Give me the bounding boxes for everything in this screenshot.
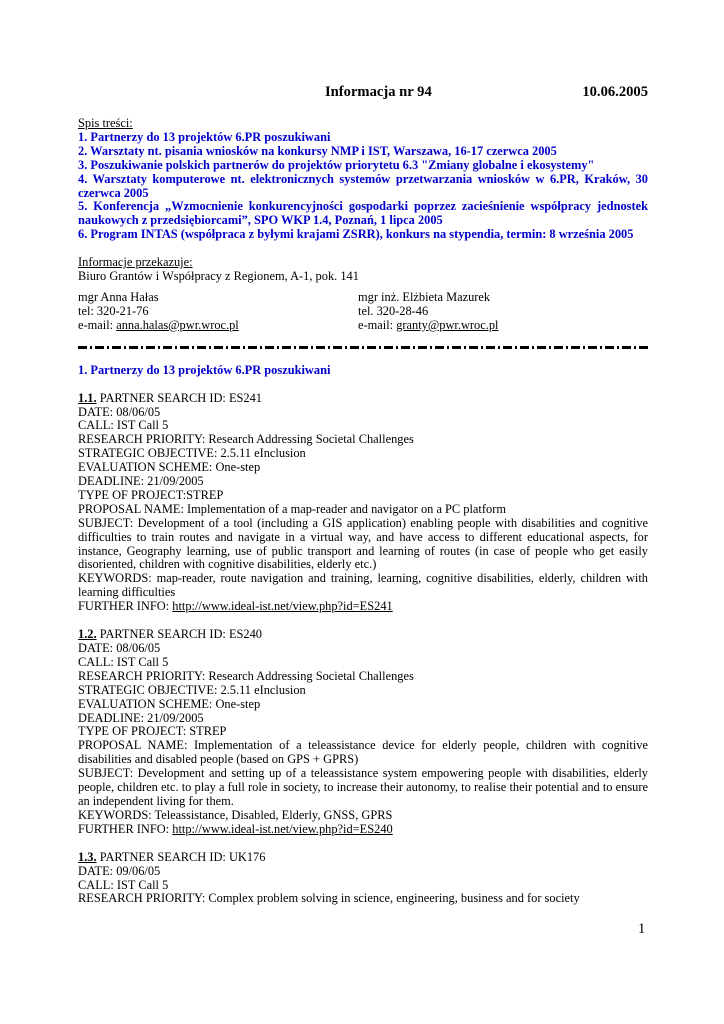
document-header xyxy=(78,86,648,106)
document-date: 10.06.2005 xyxy=(582,84,648,100)
further-info-line: FURTHER INFO: http://www.ideal-ist.net/view.php?id=ES241 xyxy=(78,599,393,614)
email-link[interactable]: granty@pwr.wroc.pl xyxy=(396,317,499,332)
toc-item-5[interactable]: 5. Konferencja „Wzmocnienie konkurencyjności gospodarki poprzez zacieśnienie współpracy jednostek naukowych z przedsiębiorcami”, SPO WKP 1.4, Poznań, 1 lipca 2005 xyxy=(78,199,648,228)
entry-line: DATE: 09/06/05 xyxy=(78,863,161,878)
table-of-contents xyxy=(78,117,648,242)
further-info-link[interactable]: http://www.ideal-ist.net/view.php?id=ES240 xyxy=(172,821,393,836)
contact-2 xyxy=(358,291,638,333)
office-address: Biuro Grantów i Współpracy z Regionem, A-1, pok. 141 xyxy=(78,269,359,284)
entry-line: EVALUATION SCHEME: One-step xyxy=(78,460,261,475)
entry-id-line: 1.1. PARTNER SEARCH ID: ES241 xyxy=(78,390,263,405)
entry-number: 1.2. xyxy=(78,627,97,642)
toc-item-2[interactable]: 2. Warsztaty nt. pisania wniosków na konkursy NMP i IST, Warszawa, 16-17 czerwca 2005 xyxy=(78,143,557,158)
partner-search-entry xyxy=(78,851,648,907)
entry-line: TYPE OF PROJECT: STREP xyxy=(78,724,227,739)
toc-item-6[interactable]: 6. Program INTAS (współpraca z byłymi krajami ZSRR), konkurs na stypendia, termin: 8 września 2005 xyxy=(78,227,634,242)
document-title: Informacja nr 94 xyxy=(325,84,432,100)
partner-search-entry xyxy=(78,392,648,615)
entry-line: STRATEGIC OBJECTIVE: 2.5.11 eInclusion xyxy=(78,682,306,697)
entry-line: KEYWORDS: map-reader, route navigation and training, learning, cognitive disabilities, elderly, children with learning difficulties xyxy=(78,571,648,600)
contact-name: mgr inż. Elżbieta Mazurek xyxy=(358,289,491,304)
contact-tel: tel. 320-28-46 xyxy=(358,303,429,318)
email-link[interactable]: anna.halas@pwr.wroc.pl xyxy=(116,317,239,332)
entry-line: RESEARCH PRIORITY: Research Addressing Societal Challenges xyxy=(78,432,414,447)
document-page xyxy=(78,86,648,906)
entry-id-line: 1.2. PARTNER SEARCH ID: ES240 xyxy=(78,627,263,642)
section-title: 1. Partnerzy do 13 projektów 6.PR poszukiwani xyxy=(78,362,331,377)
entry-line: SUBJECT: Development and setting up of a teleassistance system empowering people with disabilities, elderly people, children etc. to play a full role in society, to increase their autonomy, to realise their potential and to ensure an independent living for them. xyxy=(78,766,648,808)
contacts-row xyxy=(78,291,648,333)
entry-line: RESEARCH PRIORITY: Research Addressing Societal Challenges xyxy=(78,668,414,683)
further-info-line: FURTHER INFO: http://www.ideal-ist.net/view.php?id=ES240 xyxy=(78,821,393,836)
toc-item-3[interactable]: 3. Poszukiwanie polskich partnerów do projektów priorytetu 6.3 "Zmiany globalne i ekosystemy" xyxy=(78,157,595,172)
entry-line: SUBJECT: Development of a tool (including a GIS application) enabling people with disabilities and cognitive difficulties to train routes and navigate in a virtual way, and have access to different educational aspects, for instance, Geography learning, use of public transport and learning of routes (in case of people who get easily disoriented, children with cognitive disabilities, elderly etc.) xyxy=(78,515,648,572)
toc-item-4[interactable]: 4. Warsztaty komputerowe nt. elektronicznych systemów przetwarzania wniosków w 6.PR, Kraków, 30 czerwca 2005 xyxy=(78,171,648,200)
contact-tel: tel: 320-21-76 xyxy=(78,303,149,318)
entry-number: 1.3. xyxy=(78,849,97,864)
contact-email-line: e-mail: anna.halas@pwr.wroc.pl xyxy=(78,317,239,332)
contact-1 xyxy=(78,291,358,333)
page-number: 1 xyxy=(638,921,646,937)
entry-line: DEADLINE: 21/09/2005 xyxy=(78,710,204,725)
entry-line: RESEARCH PRIORITY: Complex problem solving in science, engineering, business and for society xyxy=(78,891,580,906)
contact-info xyxy=(78,256,648,333)
partner-search-entry xyxy=(78,628,648,837)
toc-item-1[interactable]: 1. Partnerzy do 13 projektów 6.PR poszukiwani xyxy=(78,129,331,144)
entry-line: DATE: 08/06/05 xyxy=(78,404,161,419)
entry-line: CALL: IST Call 5 xyxy=(78,654,169,669)
entry-line: CALL: IST Call 5 xyxy=(78,418,169,433)
contact-name: mgr Anna Hałas xyxy=(78,289,159,304)
entry-id-line: 1.3. PARTNER SEARCH ID: UK176 xyxy=(78,849,266,864)
entry-line: KEYWORDS: Teleassistance, Disabled, Elderly, GNSS, GPRS xyxy=(78,807,393,822)
entry-number: 1.1. xyxy=(78,390,97,405)
further-info-link[interactable]: http://www.ideal-ist.net/view.php?id=ES241 xyxy=(172,599,393,614)
entry-line: DEADLINE: 21/09/2005 xyxy=(78,474,204,489)
entry-line: STRATEGIC OBJECTIVE: 2.5.11 eInclusion xyxy=(78,446,306,461)
entry-line: CALL: IST Call 5 xyxy=(78,877,169,892)
info-label: Informacje przekazuje: xyxy=(78,255,193,270)
entry-line: PROPOSAL NAME: Implementation of a map-reader and navigator on a PC platform xyxy=(78,501,506,516)
toc-label: Spis treści: xyxy=(78,116,133,130)
entry-line: EVALUATION SCHEME: One-step xyxy=(78,696,261,711)
contact-email-line: e-mail: granty@pwr.wroc.pl xyxy=(358,317,499,332)
entry-line: PROPOSAL NAME: Implementation of a teleassistance device for elderly people, children with cognitive disabilities and disabled people (based on GPS + GPRS) xyxy=(78,738,648,767)
entry-line: TYPE OF PROJECT:STREP xyxy=(78,487,224,502)
entry-line: DATE: 08/06/05 xyxy=(78,641,161,655)
dash-dot-divider xyxy=(78,346,650,349)
